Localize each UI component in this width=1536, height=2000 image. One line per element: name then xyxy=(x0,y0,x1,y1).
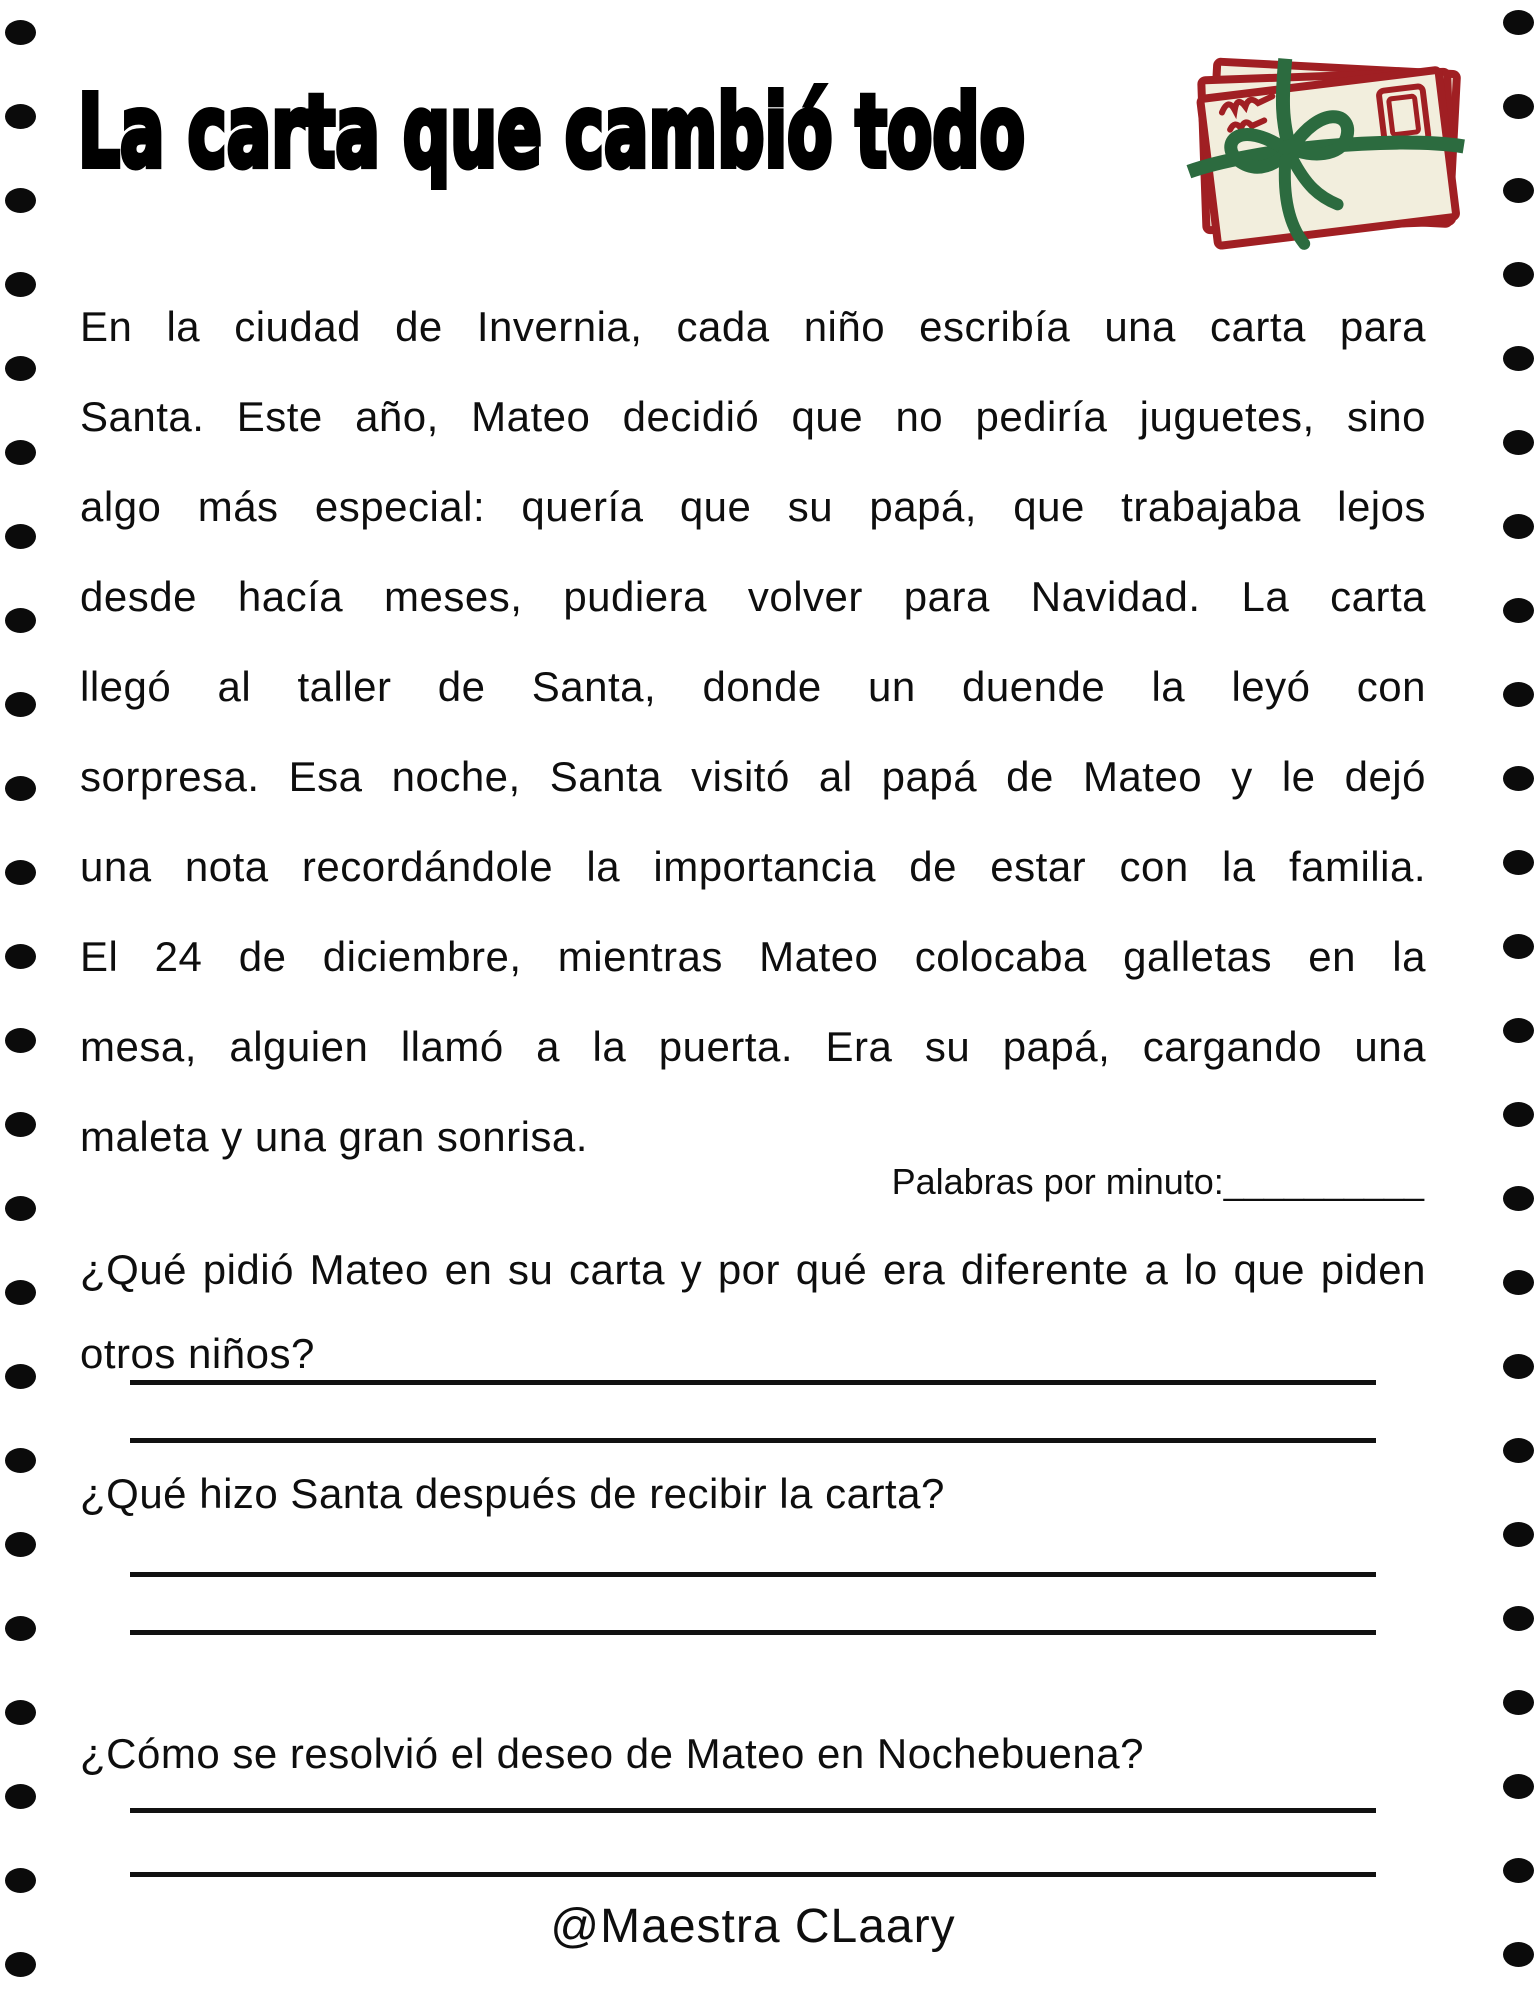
binder-dot xyxy=(5,188,36,213)
binder-dot xyxy=(1503,766,1534,791)
answer-line[interactable] xyxy=(130,1808,1376,1813)
binder-dot xyxy=(5,944,36,969)
credit-text: @Maestra CLaary xyxy=(550,1900,956,1953)
question-3-text: ¿Cómo se resolvió el deseo de Mateo en Nochebuena? xyxy=(80,1730,1144,1777)
letters-bundle-icon xyxy=(1172,42,1482,270)
binder-dot xyxy=(1503,1438,1534,1463)
passage-line: sorpresa. Esa noche, Santa visitó al papá de Mateo y le dejó xyxy=(80,753,1426,800)
binder-dot xyxy=(1503,430,1534,455)
binder-dot xyxy=(5,776,36,801)
binder-dot xyxy=(1503,850,1534,875)
binder-dot xyxy=(1503,346,1534,371)
binder-dot xyxy=(1503,1606,1534,1631)
passage-line: En la ciudad de Invernia, cada niño escribía una carta para xyxy=(80,303,1426,350)
question-1-text: ¿Qué pidió Mateo en su carta y por qué era diferente a lo que piden otros niños? xyxy=(80,1246,1426,1377)
passage-line: El 24 de diciembre, mientras Mateo colocaba galletas en la xyxy=(80,933,1426,980)
binder-dot xyxy=(1503,10,1534,35)
binder-dot xyxy=(5,440,36,465)
answer-line[interactable] xyxy=(130,1630,1376,1635)
answer-line[interactable] xyxy=(130,1380,1376,1385)
binder-dot xyxy=(5,20,36,45)
binder-dot xyxy=(5,692,36,717)
page-title: La carta que cambió todo xyxy=(78,73,1025,190)
binder-dot xyxy=(1503,1270,1534,1295)
passage-line: Santa. Este año, Mateo decidió que no pediría juguetes, sino xyxy=(80,393,1426,440)
binder-dot xyxy=(1503,1102,1534,1127)
binder-dot xyxy=(1503,94,1534,119)
words-per-minute-label: Palabras por minuto: xyxy=(891,1161,1224,1202)
passage-line: llegó al taller de Santa, donde un duende la leyó con xyxy=(80,663,1426,710)
binder-dot xyxy=(1503,1942,1534,1967)
binder-dot xyxy=(1503,1018,1534,1043)
binder-dot xyxy=(5,1868,36,1893)
binder-dot xyxy=(1503,1774,1534,1799)
passage-line: una nota recordándole la importancia de estar con la familia. xyxy=(80,843,1426,890)
binder-dot xyxy=(5,524,36,549)
binder-dot xyxy=(5,1784,36,1809)
binder-dot xyxy=(5,860,36,885)
binder-dot xyxy=(1503,178,1534,203)
binder-dot xyxy=(5,1616,36,1641)
words-per-minute-field xyxy=(892,1157,1424,1207)
binder-dot xyxy=(5,1364,36,1389)
binder-dot xyxy=(1503,682,1534,707)
binder-dot xyxy=(5,1952,36,1977)
question-2-text: ¿Qué hizo Santa después de recibir la carta? xyxy=(80,1470,945,1517)
binder-dot xyxy=(1503,1858,1534,1883)
binder-dot xyxy=(1503,514,1534,539)
binder-dot xyxy=(5,104,36,129)
binder-dot xyxy=(5,608,36,633)
binder-dot xyxy=(5,1196,36,1221)
passage-line: desde hacía meses, pudiera volver para Navidad. La carta xyxy=(80,573,1426,620)
binder-dot xyxy=(5,272,36,297)
binder-dot xyxy=(1503,1522,1534,1547)
binder-dot xyxy=(1503,1690,1534,1715)
answer-line[interactable] xyxy=(130,1572,1376,1577)
binder-dot xyxy=(5,356,36,381)
binder-dot xyxy=(5,1028,36,1053)
passage-line: maleta y una gran sonrisa. xyxy=(80,1113,588,1160)
answer-line[interactable] xyxy=(130,1872,1376,1877)
passage-line: algo más especial: quería que su papá, que trabajaba lejos xyxy=(80,483,1426,530)
binder-dot xyxy=(1503,1186,1534,1211)
binder-dot xyxy=(5,1448,36,1473)
binder-dot xyxy=(5,1280,36,1305)
words-per-minute-blank[interactable]: __________ xyxy=(1223,1161,1424,1202)
answer-line[interactable] xyxy=(130,1438,1376,1443)
passage-line: mesa, alguien llamó a la puerta. Era su papá, cargando una xyxy=(80,1023,1426,1070)
reading-passage xyxy=(80,282,1426,1182)
binder-dot xyxy=(5,1532,36,1557)
binder-dot xyxy=(1503,934,1534,959)
binder-dot xyxy=(5,1112,36,1137)
binder-dot xyxy=(1503,598,1534,623)
binder-dot xyxy=(1503,1354,1534,1379)
binder-dot xyxy=(5,1700,36,1725)
binder-dot xyxy=(1503,262,1534,287)
